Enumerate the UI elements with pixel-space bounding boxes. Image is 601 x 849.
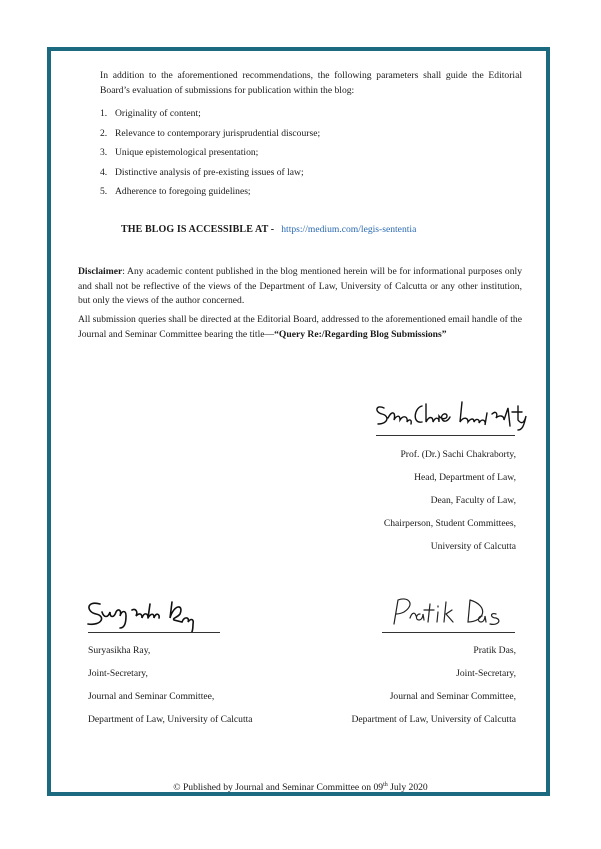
signatory-left-block: Suryasikha Ray, Joint-Secretary, Journal and Seminar Committee, Department of Law, University of Calcutta bbox=[88, 645, 253, 725]
signature-sachi-chakraborty bbox=[372, 398, 542, 434]
signatory-right-block: Pratik Das, Joint-Secretary, Journal and Seminar Committee, Department of Law, University of Calcutta bbox=[351, 645, 516, 725]
publication-footer: © Published by Journal and Seminar Committee on 09th July 2020 bbox=[173, 782, 428, 794]
signatory-head-block: Prof. (Dr.) Sachi Chakraborty, Head, Department of Law, Dean, Faculty of Law, Chairperson, Student Committees, University of Calcutta bbox=[383, 449, 516, 552]
list-item: 5. Adherence to foregoing guidelines; bbox=[100, 186, 251, 197]
queries-paragraph: All submission queries shall be directed at the Editorial Board, addressed to the aforementioned email handle of the Journal and Seminar Committee bearing the title—“Query Re:/Regarding Blog Submissions” bbox=[78, 314, 522, 340]
signature-line bbox=[88, 632, 220, 633]
intro-paragraph: In addition to the aforementioned recommendations, the following parameters shall guide the Editorial Board’s evaluation of submissions for publication within the blog: bbox=[100, 70, 522, 96]
blog-access-label: THE BLOG IS ACCESSIBLE AT - bbox=[121, 224, 275, 235]
blog-access-line bbox=[121, 224, 416, 235]
blog-url-link[interactable]: https://medium.com/legis-sententia bbox=[281, 224, 417, 235]
signature-suryasikha-ray bbox=[84, 596, 214, 632]
list-item: 1. Originality of content; bbox=[100, 108, 201, 119]
disclaimer-paragraph: Disclaimer: Any academic content published in the blog mentioned herein will be for informational purposes only and shall not be reflective of the views of the Department of Law, University of Calcutta or any other institution, but only the views of the author concerned. bbox=[78, 266, 522, 306]
signature-pratik-das bbox=[386, 594, 522, 632]
signature-line bbox=[382, 632, 515, 633]
list-item: 3. Unique epistemological presentation; bbox=[100, 147, 259, 158]
query-title: “Query Re:/Regarding Blog Submissions” bbox=[274, 328, 447, 340]
list-item: 4. Distinctive analysis of pre-existing issues of law; bbox=[100, 166, 304, 178]
disclaimer-label: Disclaimer bbox=[78, 266, 123, 277]
list-item: 2. Relevance to contemporary jurisprudential discourse; bbox=[100, 127, 321, 139]
signature-line bbox=[376, 435, 515, 436]
evaluation-criteria-list bbox=[100, 107, 320, 205]
